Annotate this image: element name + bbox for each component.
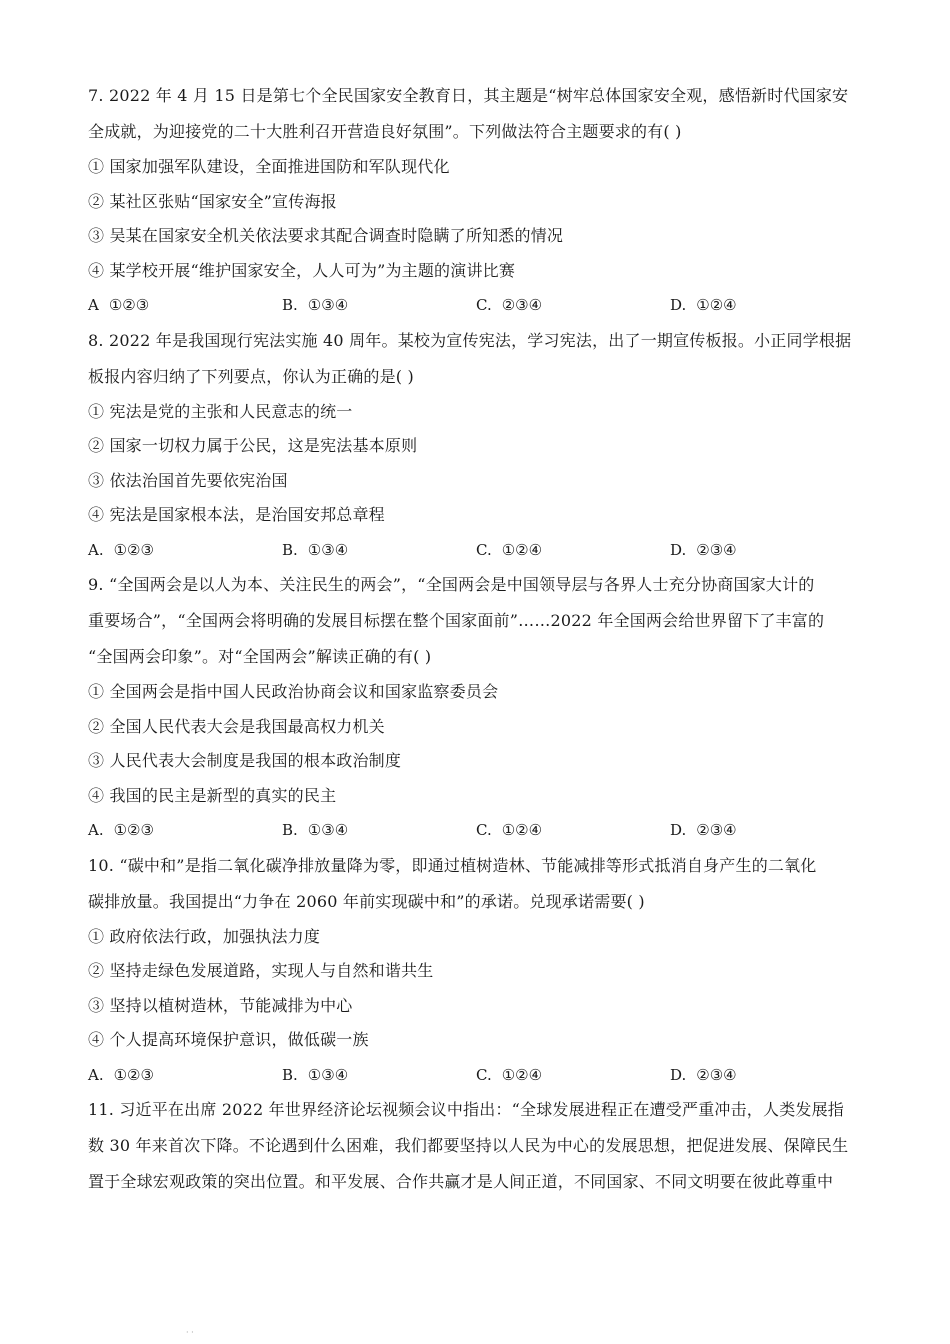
question-block bbox=[88, 567, 868, 848]
answer-choice bbox=[476, 813, 670, 848]
choice-letter: D. bbox=[670, 821, 687, 839]
question-stem-line: 11. 习近平在出席 2022 年世界经济论坛视频会议中指出：“全球发展进程正在遭受严重冲击，人类发展指 bbox=[88, 1100, 845, 1119]
question-statement: ① 全国两会是指中国人民政治协商会议和国家监察委员会 bbox=[88, 682, 499, 701]
answer-choices bbox=[88, 288, 868, 323]
answer-choice bbox=[88, 288, 282, 323]
question-statement: ① 宪法是党的主张和人民意志的统一 bbox=[88, 401, 353, 421]
choice-letter: D. bbox=[670, 1065, 687, 1084]
choice-text: ②③④ bbox=[696, 1065, 737, 1084]
choice-text: ②③④ bbox=[696, 540, 737, 559]
choice-text: ①②③ bbox=[108, 296, 150, 314]
answer-choice bbox=[282, 288, 476, 323]
choice-letter: D. bbox=[670, 540, 687, 559]
question-stem-line: 碳排放量。我国提出“力争在 2060 年前实现碳中和”的承诺。兑现承诺需要( ) bbox=[88, 891, 645, 911]
answer-choice bbox=[88, 813, 282, 848]
question-statement: ② 坚持走绿色发展道路，实现人与自然和谐共生 bbox=[88, 961, 434, 980]
choice-letter: C. bbox=[476, 821, 492, 839]
choice-text: ①②④ bbox=[501, 1065, 543, 1084]
question-statement: ④ 个人提高环境保护意识，做低碳一族 bbox=[88, 1030, 369, 1049]
question-block bbox=[88, 78, 868, 323]
choice-text: ①②③ bbox=[113, 540, 154, 559]
page-footer-mark: · · bbox=[186, 1328, 194, 1337]
choice-text: ①②④ bbox=[696, 296, 737, 314]
choice-text: ①②④ bbox=[501, 821, 543, 839]
answer-choice bbox=[282, 1058, 476, 1093]
question-statement: ③ 依法治国首先要依宪治国 bbox=[88, 470, 288, 490]
question-statement: ④ 宪法是国家根本法，是治国安邦总章程 bbox=[88, 505, 385, 524]
answer-choice bbox=[476, 1058, 670, 1093]
question-stem-line: 数 30 年来首次下降。不论遇到什么困难，我们都要坚持以人民为中心的发展思想，把促进发展、保障民生 bbox=[88, 1136, 849, 1155]
choice-text: ①③④ bbox=[307, 821, 349, 839]
question-list bbox=[88, 78, 868, 1200]
choice-text: ①②③ bbox=[113, 1065, 154, 1084]
choice-letter: B. bbox=[282, 540, 298, 559]
choice-letter: A. bbox=[88, 540, 104, 559]
question-block bbox=[88, 1092, 868, 1200]
question-statement: ④ 我国的民主是新型的真实的民主 bbox=[88, 785, 337, 805]
question-stem-line: “全国两会印象”。对“全国两会”解读正确的有( ) bbox=[88, 647, 432, 666]
question-statement: ③ 坚持以植树造林，节能减排为中心 bbox=[88, 995, 353, 1015]
choice-letter: B. bbox=[282, 821, 298, 839]
answer-choice bbox=[282, 533, 476, 568]
choice-letter: C. bbox=[476, 296, 492, 314]
choice-text: ①③④ bbox=[307, 296, 349, 314]
choice-letter: A. bbox=[88, 1065, 104, 1084]
question-stem-line: 7. 2022 年 4 月 15 日是第七个全民国家安全教育日，其主题是“树牢总体国家安全观，感悟新时代国家安 bbox=[88, 86, 849, 105]
answer-choices bbox=[88, 533, 868, 568]
question-stem-line: 置于全球宏观政策的突出位置。和平发展、合作共赢才是人间正道，不同国家、不同文明要在彼此尊重中 bbox=[88, 1172, 834, 1191]
choice-letter: D. bbox=[670, 296, 687, 314]
question-stem-line: 重要场合”，“全国两会将明确的发展目标摆在整个国家面前”……2022 年全国两会给世界留下了丰富的 bbox=[88, 611, 825, 630]
question-stem-line: 8. 2022 年是我国现行宪法实施 40 周年。某校为宣传宪法，学习宪法，出了一期宣传板报。小正同学根据 bbox=[88, 330, 852, 350]
question-stem-line: 板报内容归纳了下列要点，你认为正确的是( ) bbox=[88, 366, 414, 386]
question-statement: ③ 吴某在国家安全机关依法要求其配合调查时隐瞒了所知悉的情况 bbox=[88, 226, 564, 245]
choice-text: ①③④ bbox=[307, 1065, 349, 1084]
answer-choices bbox=[88, 813, 868, 848]
question-stem-line: 9. “全国两会是以人为本、关注民生的两会”，“全国两会是中国领导层与各界人士充分协商国家大计的 bbox=[88, 575, 815, 594]
answer-choice bbox=[670, 813, 864, 848]
question-statement: ② 全国人民代表大会是我国最高权力机关 bbox=[88, 716, 385, 736]
choice-letter: B. bbox=[282, 296, 298, 314]
answer-choices bbox=[88, 1058, 868, 1093]
question-block bbox=[88, 323, 868, 568]
choice-letter: C. bbox=[476, 540, 492, 559]
answer-choice bbox=[670, 533, 864, 568]
question-stem-line: 10. “碳中和”是指二氧化碳净排放量降为零，即通过植树造林、节能减排等形式抵消自身产生的二氧化 bbox=[88, 855, 817, 875]
question-block bbox=[88, 848, 868, 1093]
question-statement: ① 国家加强军队建设，全面推进国防和军队现代化 bbox=[88, 157, 450, 176]
answer-choice bbox=[670, 1058, 864, 1093]
question-statement: ③ 人民代表大会制度是我国的根本政治制度 bbox=[88, 751, 402, 770]
choice-letter: A bbox=[88, 296, 99, 314]
question-statement: ② 某社区张贴“国家安全”宣传海报 bbox=[88, 191, 337, 211]
question-statement: ② 国家一切权力属于公民，这是宪法基本原则 bbox=[88, 436, 418, 455]
choice-text: ①③④ bbox=[307, 540, 349, 559]
answer-choice bbox=[670, 288, 864, 323]
answer-choice bbox=[476, 288, 670, 323]
choice-text: ①②③ bbox=[113, 821, 154, 839]
choice-letter: A. bbox=[88, 821, 104, 839]
choice-text: ②③④ bbox=[696, 821, 737, 839]
answer-choice bbox=[88, 1058, 282, 1093]
choice-text: ②③④ bbox=[501, 296, 543, 314]
answer-choice bbox=[282, 813, 476, 848]
answer-choice bbox=[476, 533, 670, 568]
choice-letter: B. bbox=[282, 1065, 298, 1084]
question-statement: ① 政府依法行政，加强执法力度 bbox=[88, 926, 321, 946]
question-statement: ④ 某学校开展“维护国家安全，人人可为”为主题的演讲比赛 bbox=[88, 260, 516, 280]
choice-text: ①②④ bbox=[501, 540, 543, 559]
choice-letter: C. bbox=[476, 1065, 492, 1084]
question-stem-line: 全成就，为迎接党的二十大胜利召开营造良好氛围”。下列做法符合主题要求的有( ) bbox=[88, 122, 682, 141]
answer-choice bbox=[88, 533, 282, 568]
